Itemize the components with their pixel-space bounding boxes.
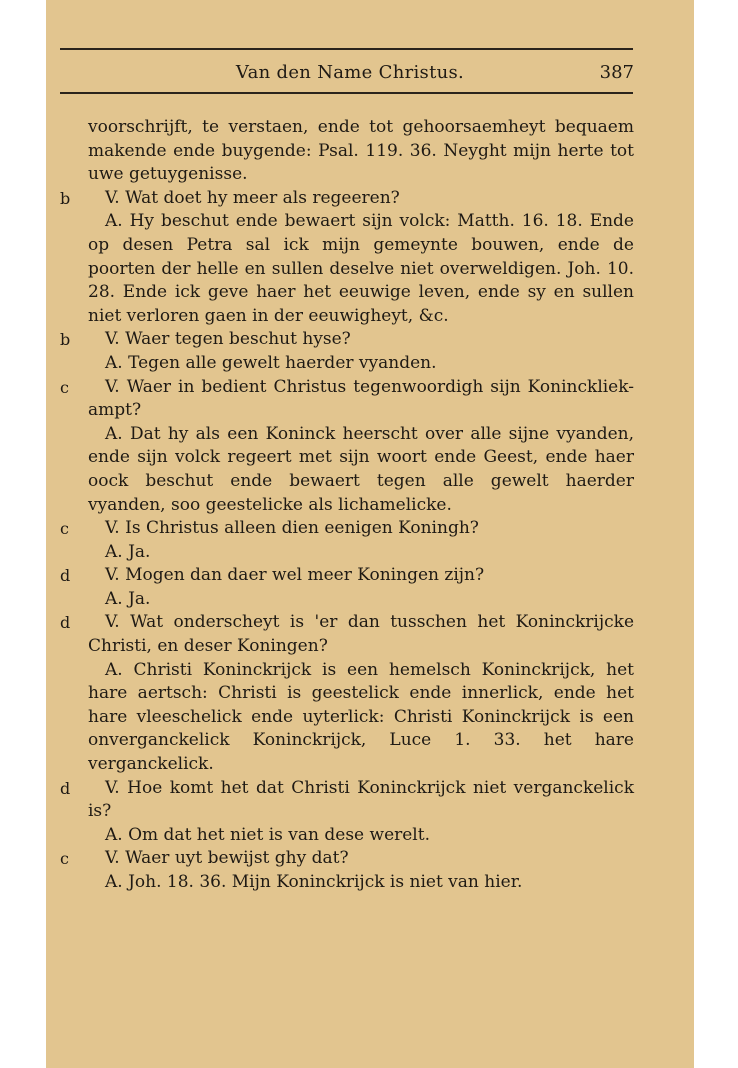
margin-marker: d	[60, 778, 71, 798]
paragraph	[60, 187, 634, 211]
paragraph-text: V. Wat doet hy meer als regeeren?	[105, 187, 400, 208]
paragraph-text: A. Om dat het niet is van dese werelt.	[105, 824, 430, 845]
paragraph	[88, 659, 634, 777]
paragraph	[60, 611, 634, 658]
header-rule-top	[60, 48, 633, 50]
paragraph-text: V. Is Christus alleen dien eenigen Koningh?	[105, 518, 479, 539]
margin-marker: d	[60, 566, 71, 586]
paragraph	[88, 541, 634, 565]
paragraph-text: V. Waer tegen beschut hyse?	[105, 329, 351, 350]
paragraph	[88, 352, 634, 376]
paragraph-text: A. Joh. 18. 36. Mijn Koninckrijck is niet van hier.	[105, 872, 523, 892]
page-body	[60, 116, 634, 895]
running-header: Van den Name Christus.	[235, 62, 465, 83]
margin-marker: c	[60, 377, 69, 397]
paragraph	[60, 328, 634, 352]
paragraph-text: V. Waer in bedient Christus tegenwoordigh sijn Koninckliek-ampt?	[88, 376, 634, 421]
paragraph	[60, 777, 634, 824]
paragraph-text: A. Tegen alle gewelt haerder vyanden.	[105, 352, 437, 373]
paragraph-text: V. Mogen dan daer wel meer Koningen zijn?	[105, 565, 485, 586]
paragraph-text: A. Dat hy als een Koninck heerscht over alle sijne vyanden, ende sijn volck regeert met sijn woort ende Geest, ende haer oock beschut ende bewaert tegen alle gewelt haerder vyanden, soo geestelicke als lichamelicke.	[88, 423, 634, 515]
paragraph	[88, 588, 634, 612]
paragraph	[60, 517, 634, 541]
page-number: 387	[599, 62, 634, 83]
paragraph	[88, 210, 634, 328]
header-rule-bottom	[60, 92, 633, 94]
paragraph	[88, 824, 634, 848]
paragraph-text: V. Wat onderscheyt is 'er dan tusschen het Koninckrijcke Christi, en deser Koningen?	[88, 612, 634, 657]
paragraph	[60, 564, 634, 588]
paragraph	[60, 376, 634, 423]
paragraph-text: A. Christi Koninckrijck is een hemelsch Koninckrijck, het hare aertsch: Christi is geestelick ende innerlick, ende het hare vleeschelick ende uyterlick: Christi Koninckrijck is een onverganckelick Koninckrijck, Luce 1. 33. het hare verganckelick.	[88, 659, 634, 775]
paragraph-text: A. Hy beschut ende bewaert sijn volck: Matth. 16. 18. Ende op desen Petra sal ick mijn gemeynte bouwen, ende de poorten der helle en sullen deselve niet overweldigen. Joh. 10. 28. Ende ick geve haer het eeuwige leven, ende sy en sullen niet verloren gaen in der eeuwigheyt, &c.	[88, 211, 634, 326]
paragraph	[88, 116, 634, 187]
paragraph	[88, 871, 634, 895]
margin-marker: c	[60, 849, 69, 869]
margin-marker: b	[60, 330, 71, 350]
paragraph-text: V. Hoe komt het dat Christi Koninckrijck niet verganckelick is?	[88, 777, 634, 822]
margin-marker: b	[60, 188, 71, 208]
margin-marker: d	[60, 613, 71, 633]
paragraph	[88, 423, 634, 517]
margin-marker: c	[60, 519, 69, 539]
paragraph-text: V. Waer uyt bewijst ghy dat?	[105, 848, 349, 869]
paragraph-text: A. Ja.	[105, 588, 151, 609]
paragraph-text: voorschrijft, te verstaen, ende tot gehoorsaemheyt bequaem makende ende buygende: Psal. 119. 36. Neyght mijn herte tot uwe getuygenisse.	[88, 117, 634, 185]
paragraph	[60, 847, 634, 871]
paragraph-text: A. Ja.	[105, 541, 151, 562]
